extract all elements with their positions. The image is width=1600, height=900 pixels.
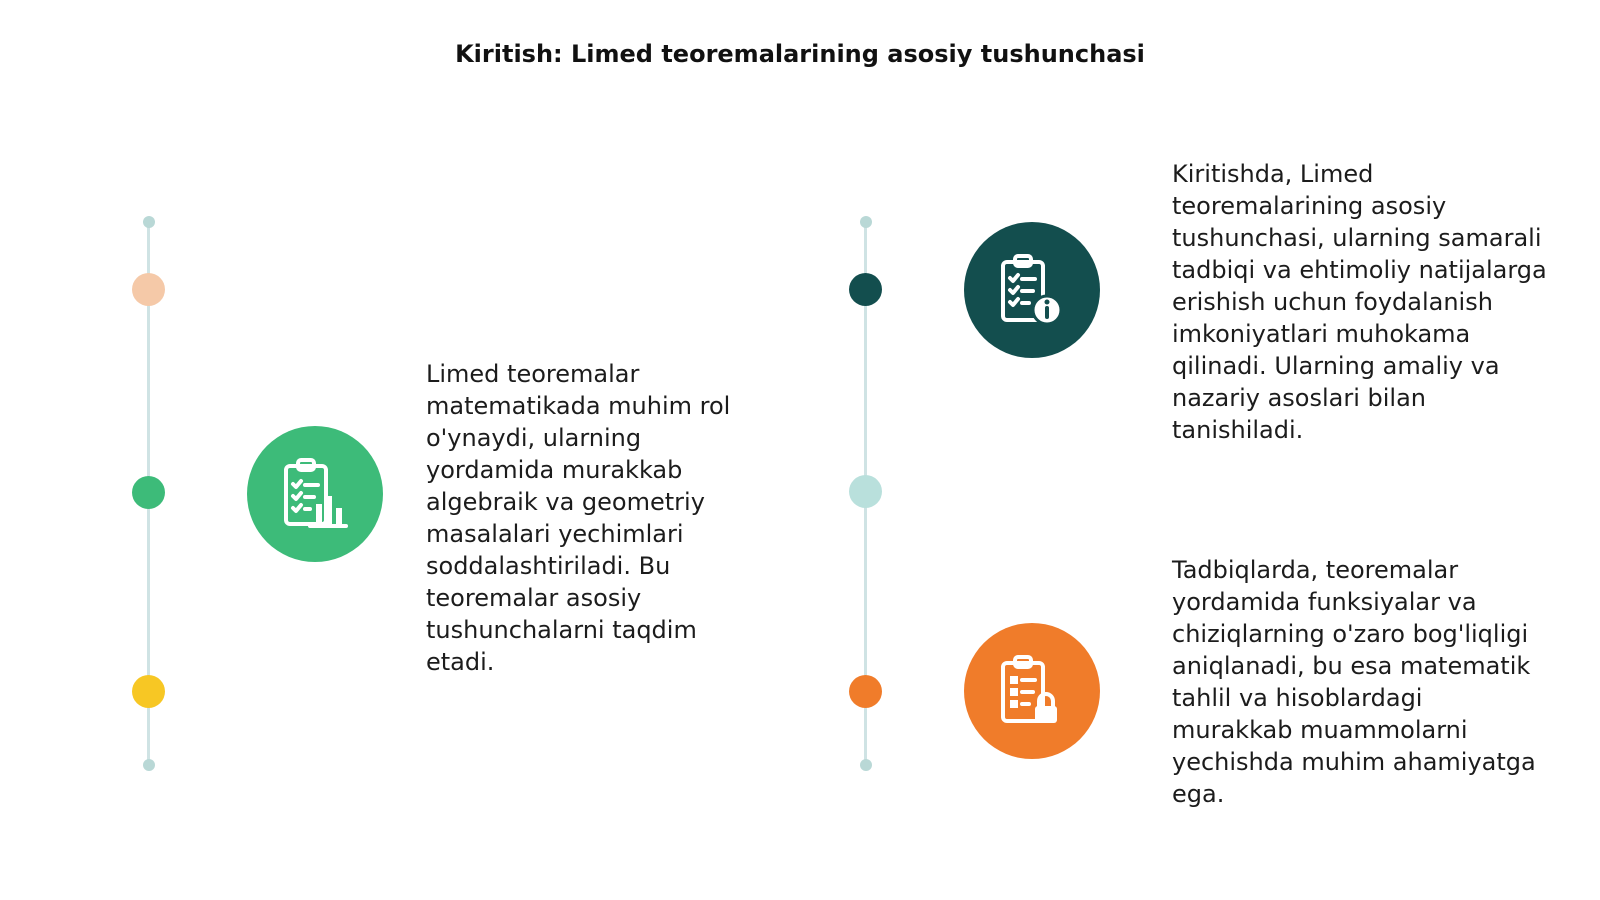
icon-circle-green: [247, 426, 383, 562]
timeline-node-green: [132, 476, 165, 509]
timeline-node-light-teal: [849, 475, 882, 508]
description-text-1: Limed teoremalar matematikada muhim rol o'ynaydi, ularning yordamida murakkab algebraik va geometriy masalalari yechimlari soddalashtiriladi. Bu teoremalar asosiy tushunchalarni taqdim etadi.: [426, 360, 731, 676]
timeline-node-orange: [849, 675, 882, 708]
description-text-3: Tadbiqlarda, teoremalar yordamida funksiyalar va chiziqlarning o'zaro bog'liqligi aniqlanadi, bu esa matematik tahlil va hisoblardagi murakkab muammolarni yechishda muhim ahamiyatga ega.: [1172, 556, 1536, 808]
timeline-node-yellow: [132, 675, 165, 708]
clipboard-lock-icon: [997, 655, 1067, 727]
description-text-2: Kiritishda, Limed teoremalarining asosiy tushunchasi, ularning samarali tadbiqi va ehtimoliy natijalarga erishish uchun foydalanish imkoniyatlari muhokama qilinadi. Ularning amaliy va nazariy asoslari bilan tanishiladi.: [1172, 160, 1547, 444]
clipboard-chart-icon: [280, 458, 350, 530]
timeline-end-dot: [860, 759, 872, 771]
timeline-end-dot: [143, 759, 155, 771]
timeline-node-peach: [132, 273, 165, 306]
timeline-node-dark-teal: [849, 273, 882, 306]
icon-circle-dark-teal: [964, 222, 1100, 358]
timeline-end-dot: [143, 216, 155, 228]
icon-circle-orange: [964, 623, 1100, 759]
timeline-end-dot: [860, 216, 872, 228]
clipboard-info-icon: [997, 254, 1067, 326]
page-title: Kiritish: Limed teoremalarining asosiy tushunchasi: [455, 40, 1145, 68]
